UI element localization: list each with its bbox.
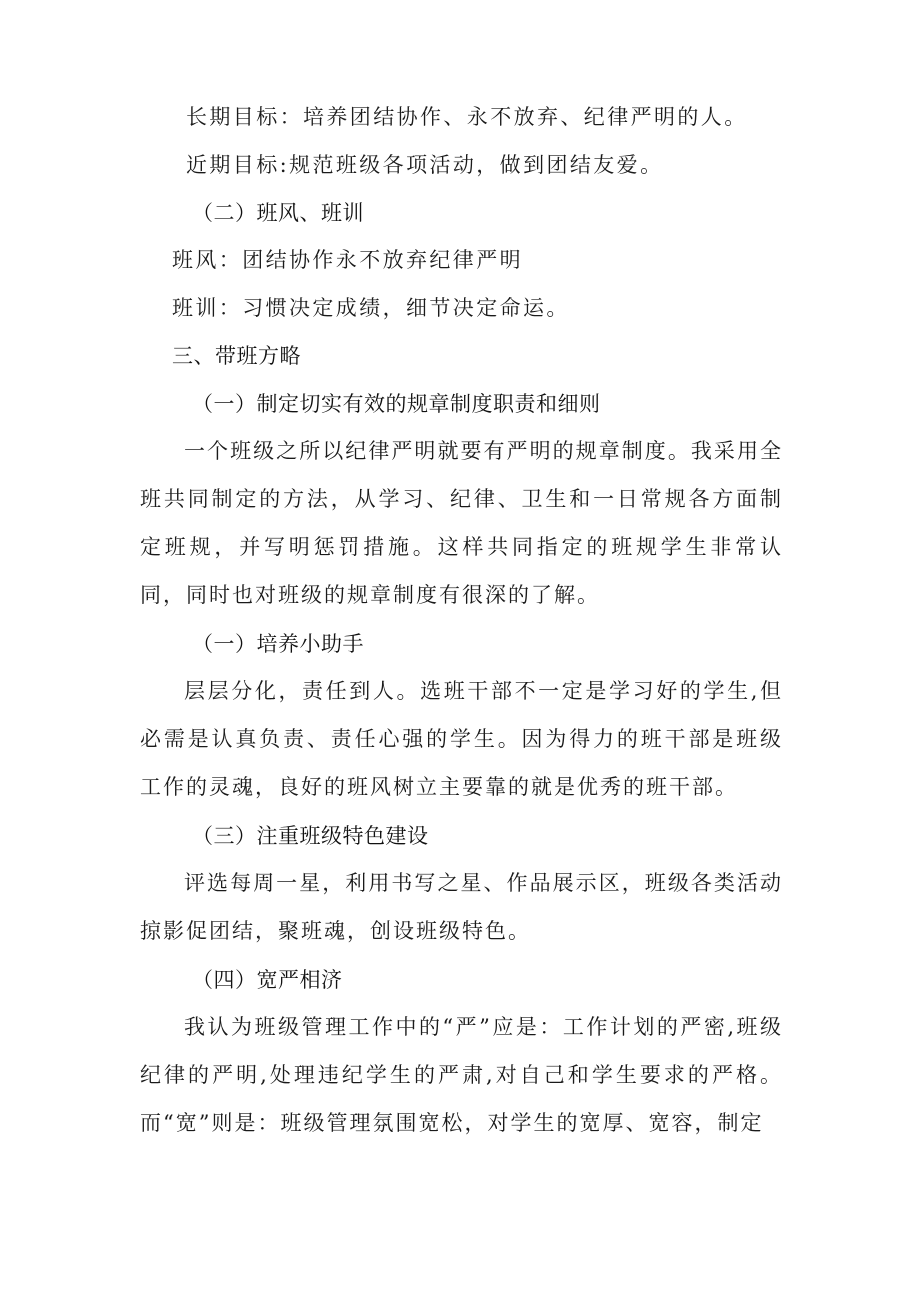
subsection-helpers-heading: （一）培养小助手	[192, 632, 364, 656]
subsection-balance-text: 我认为班级管理工作中的“严”应是：工作计划的严密,班级纪律的严明,处理违纪学生的严肃,对自己和学生要求的严格。而“宽”则是：班级管理氛围宽松，对学生的宽厚、宽容，制定	[140, 1015, 783, 1135]
long-term-goal: 长期目标：培养团结协作、永不放弃、纪律严明的人。	[186, 105, 748, 129]
class-style-heading: （二）班风、班训	[192, 201, 364, 225]
subsection-rules-heading: （一）制定切实有效的规章制度职责和细则	[192, 392, 601, 416]
subsection-features-heading: （三）注重班级特色建设	[192, 824, 429, 848]
subsection-features-text: 评选每周一星，利用书写之星、作品展示区，班级各类活动掠影促团结，聚班魂，创设班级特色。	[140, 871, 783, 943]
class-motto-line: 班训：习惯决定成绩，细节决定命运。	[172, 296, 570, 320]
class-style-line: 班风：团结协作永不放弃纪律严明	[172, 248, 523, 272]
short-term-goal: 近期目标:规范班级各项活动，做到团结友爱。	[186, 153, 664, 177]
subsection-helpers-text: 层层分化，责任到人。选班干部不一定是学习好的学生,但必需是认真负责、责任心强的学生。因为得力的班干部是班级工作的灵魂，良好的班风树立主要靠的就是优秀的班干部。	[140, 679, 783, 799]
subsection-rules-text: 一个班级之所以纪律严明就要有严明的规章制度。我采用全班共同制定的方法，从学习、纪律、卫生和一日常规各方面制定班规，并写明惩罚措施。这样共同指定的班规学生非常认同，同时也对班级的规章制度有很深的了解。	[140, 439, 783, 607]
section-three-heading: 三、带班方略	[172, 344, 301, 368]
subsection-balance-heading: （四）宽严相济	[192, 968, 343, 992]
